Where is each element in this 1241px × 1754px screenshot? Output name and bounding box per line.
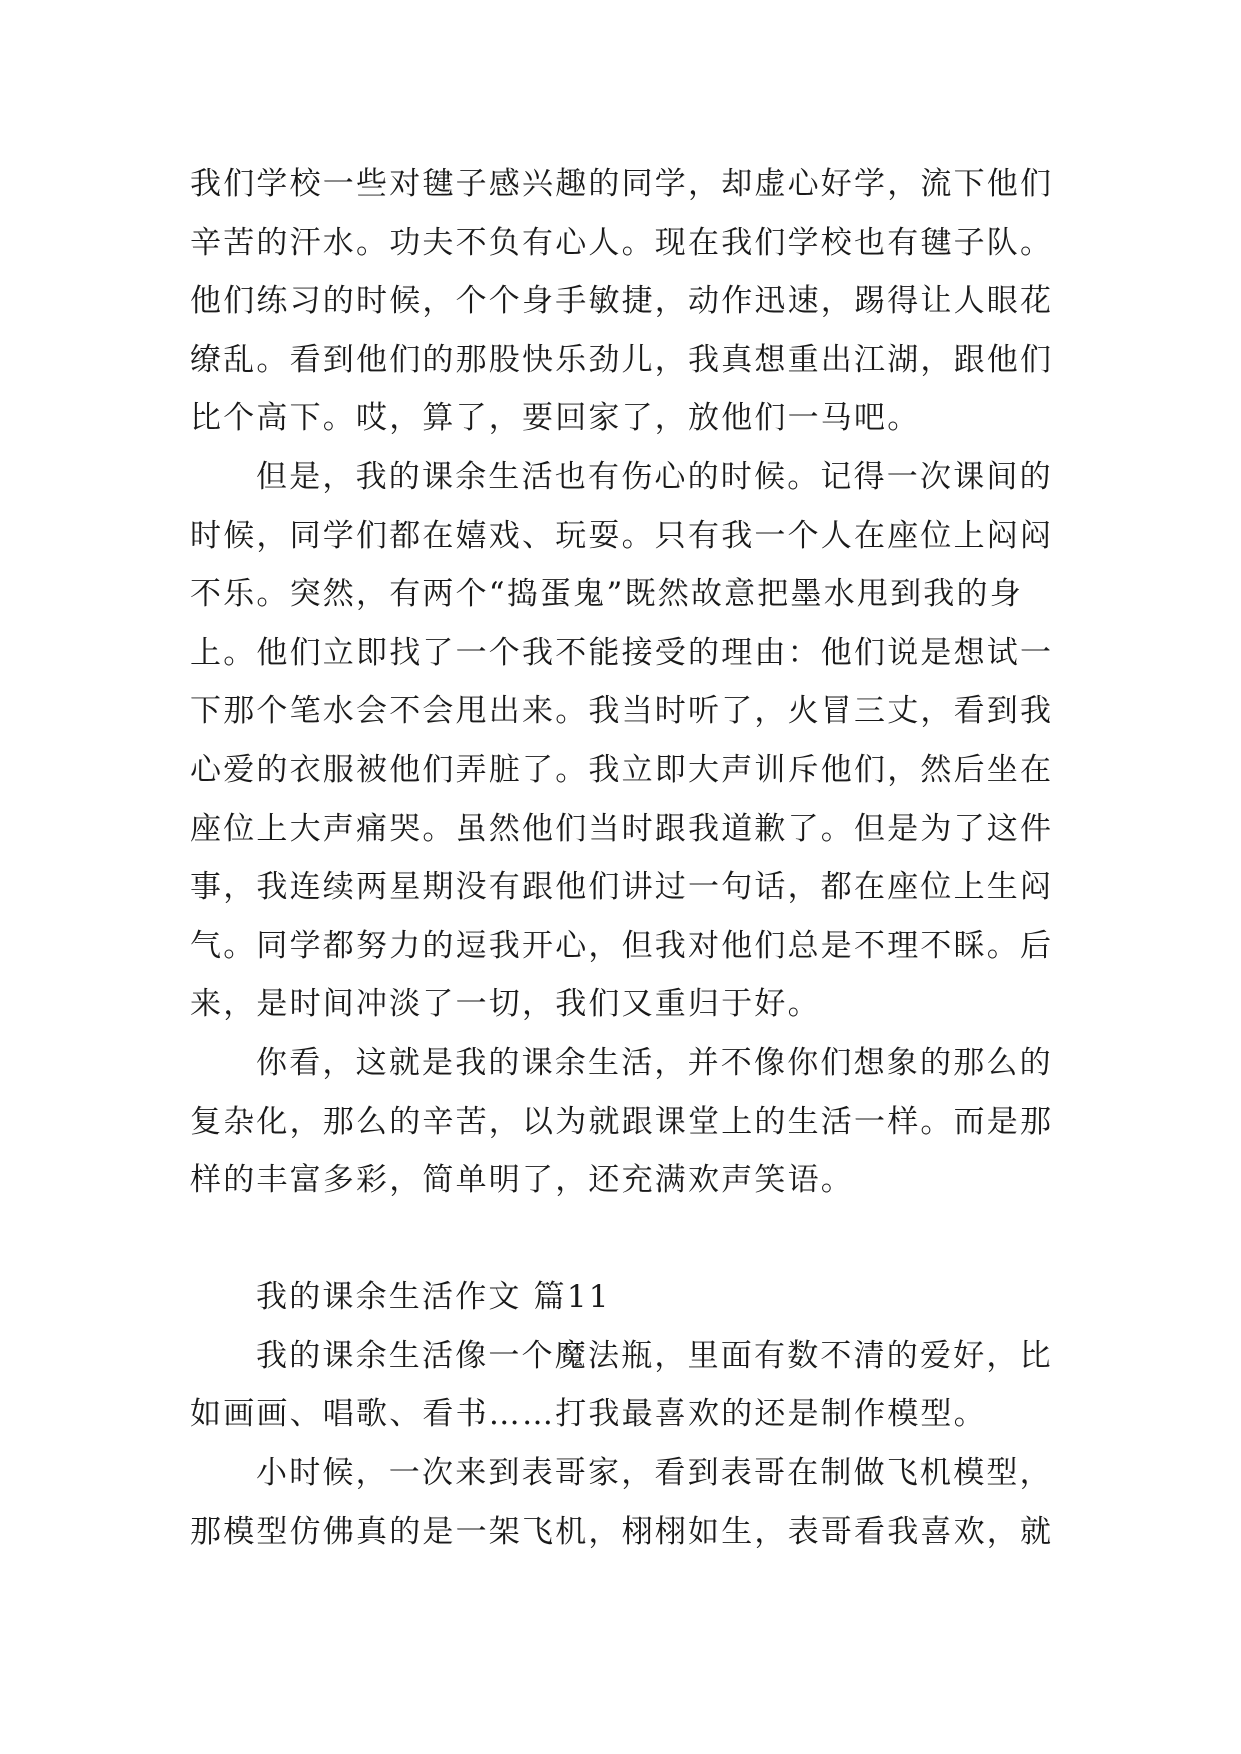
text-line: 样的丰富多彩，简单明了，还充满欢声笑语。 [190,1162,854,1199]
text-line: 复杂化，那么的辛苦，以为就跟课堂上的生活一样。而是那 [190,1103,1054,1140]
text-line: 上。他们立即找了一个我不能接受的理由：他们说是想试一 [190,634,1054,671]
text-line: 我们学校一些对毽子感兴趣的同学，却虚心好学，流下他们 [190,166,1054,202]
paragraph-start-line: 小时候，一次来到表哥家，看到表哥在制做飞机模型， [256,1455,1053,1492]
paragraph-start-line: 你看，这就是我的课余生活，并不像你们想象的那么的 [256,1044,1053,1081]
text-line: 那模型仿佛真的是一架飞机，栩栩如生，表哥看我喜欢，就 [190,1513,1054,1550]
paragraph-start-line: 我的课余生活像一个魔法瓶，里面有数不清的爱好，比 [256,1337,1053,1374]
text-line: 比个高下。哎，算了，要回家了，放他们一马吧。 [190,400,921,437]
text-line: 事，我连续两星期没有跟他们讲过一句话，都在座位上生闷 [190,869,1054,906]
section-spacer [190,1210,1090,1269]
text-line: 辛苦的汗水。功夫不负有心人。现在我们学校也有毽子队。 [190,224,1054,261]
text-line: 座位上大声痛哭。虽然他们当时跟我道歉了。但是为了这件 [190,810,1054,847]
text-line: 来，是时间冲淡了一切，我们又重归于好。 [190,986,821,1023]
text-line: 时候，同学们都在嬉戏、玩耍。只有我一个人在座位上闷闷 [190,517,1054,554]
text-line: 不乐。突然，有两个“捣蛋鬼”既然故意把墨水甩到我的身 [190,576,1023,613]
text-line: 他们练习的时候，个个身手敏捷，动作迅速，踢得让人眼花 [190,283,1054,320]
text-line: 气。同学都努力的逗我开心，但我对他们总是不理不睬。后 [190,927,1054,964]
text-line: 缭乱。看到他们的那股快乐劲儿，我真想重出江湖，跟他们 [190,341,1054,378]
section-heading: 我的课余生活作文 篇11 [256,1279,611,1316]
paragraph-start-line: 但是，我的课余生活也有伤心的时候。记得一次课间的 [256,458,1053,495]
text-line: 心爱的衣服被他们弄脏了。我立即大声训斥他们，然后坐在 [190,751,1054,788]
text-line: 下那个笔水会不会甩出来。我当时听了，火冒三丈，看到我 [190,693,1054,730]
document-body [190,155,1090,1561]
text-line: 如画画、唱歌、看书……打我最喜欢的还是制作模型。 [190,1396,987,1433]
